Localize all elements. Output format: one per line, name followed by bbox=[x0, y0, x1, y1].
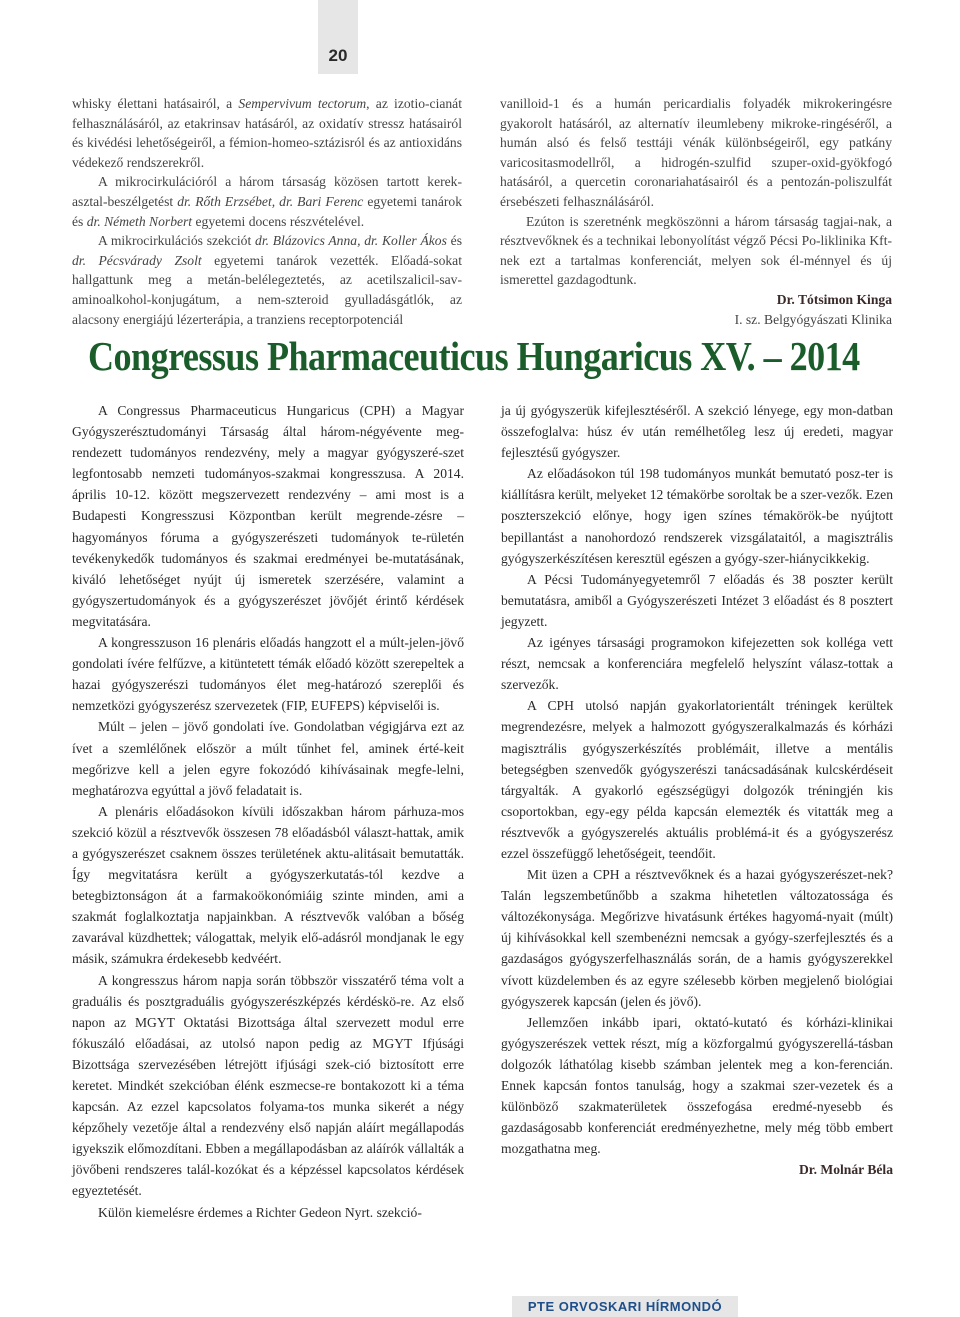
paragraph: Ezúton is szeretnénk megköszönni a három társaság tagjai-nak, a résztvevőknek és a technikai lebonyolítást végző Pécsi Po-liklinika Kft-nek ezt a tartalmas konferenciát, melyen sok él-ménnyel és új ismerettel gazdagodtunk. bbox=[500, 213, 892, 288]
author-signature: Dr. Tótsimon Kinga bbox=[776, 291, 892, 307]
author-institution: I. sz. Belgyógyászati Klinika bbox=[734, 311, 892, 327]
page-number: 20 bbox=[328, 46, 348, 65]
paragraph: A mikrocirkulációs szekciót dr. Blázovics Anna, dr. Koller Ákos és dr. Pécsvárady Zsolt egyetemi tanárok vezették. Előadá-sokat hallgattunk meg a metán-belélegeztetés, az acetilszalicil-sav-aminoalkohol-konjugátum, a nem-szteroid gyulladásgátlók, az alacsony energiájú lézerterápia, a tranziens receptorpotenciál bbox=[72, 233, 462, 327]
paragraph: Mit üzen a CPH a résztvevőknek és a hazai gyógyszerészet-nek? Talán legszembetűnőbb a szakma hihetetlen változatossága és változékonysága. Megőrizve hivatásunk értékes hagyomá-nyait (múlt) új kihívásokkal kell szembenézni nemcsak a gyógy-szerfejlesztés és a gazdaságos gyógyszerfelhasználás során, de a hamis gyógyszerekkel vívott küzdelemben és az egyre szélesebb körben megjelenő biológiai gyógyszerek kapcsán (jelen és jövő). bbox=[501, 867, 893, 1009]
top-left-column bbox=[72, 94, 462, 329]
paragraph: whisky élettani hatásairól, a Sempervivum tectorum, az izotio-cianát felhasználásáról, az etakrinsav hatásáról, az oxidatív stressz hatásairól és kivédési lehetőségeiről, a fémion-homeo-sztázisról és az antioxidáns védekező rendszerekről. bbox=[72, 96, 462, 170]
paragraph: vanilloid-1 és a humán pericardialis folyadék mikrokeringésre gyakorolt hatásáról, az alternatív ileumlebeny mikroke-ringéséről, a humán alsó és felső testtáji vénák különbségeiről, egy patkány varicositasmodellről, a hidrogén-szulfid szuper-oxid-gyökfogó hatásáról, a quercetin coronariahatásairól és a pentozán-poliszulfát érsebészeti felhasználásáról. bbox=[500, 96, 892, 209]
page-number-tab bbox=[318, 0, 358, 74]
article-headline: Congressus Pharmaceuticus Hungaricus XV. – 2014 bbox=[88, 333, 860, 379]
paragraph: Az előadásokon túl 198 tudományos munkát bemutató posz-ter is kiállításra került, melyeket 12 témakörbe soroltak be a szer-vezők. Ezen poszterszekció előnye, hogy igen színes témakörök-be nyújtott bepillantást a nanohordozó rendszerek vizsgálataitól, a magisztrális gyógyszerkészítésen keresztül egészen a gyógy-szer-hiánycikkekig. bbox=[501, 466, 893, 566]
author-signature: Dr. Molnár Béla bbox=[798, 1162, 893, 1178]
paragraph: A mikrocirkulációról a három társaság közösen tartott kerek-asztal-beszélgetést dr. Rőth Erzsébet, dr. Bari Ferenc egyetemi tanárok és dr. Németh Norbert egyetemi docens részvételével. bbox=[72, 174, 462, 229]
paragraph: Múlt – jelen – jövő gondolati íve. Gondolatban végigjárva ezt az ívet a szemlélőnek először a múlt tűnhet fel, aminek érté-keit megőrizve kell a jelen egyre fokozódó kihívásainak megfe-lelni, meghatározva egyúttal a jövő feladatait is. bbox=[72, 719, 464, 798]
footer-banner bbox=[512, 1296, 738, 1317]
paragraph: Jellemzően inkább ipari, oktató-kutató és kórházi-klinikai gyógyszerészek vettek részt, míg a közforgalmú gyógyszerellá-tásban dolgozók láthatólag kisebb számban jelentek meg a kon-ferencián. Ennek kapcsán fontos tanulság, hogy a szakmai szer-vezetek és a különböző szakmaterületek összefogása eredmé-nyesebb és gazdaságosabb konferenciát eredményezhetne, mely még több embert mozgathatna meg. bbox=[501, 1014, 893, 1157]
paragraph: A plenáris előadásokon kívüli időszakban három párhuza-mos szekció közül a résztvevők összesen 78 előadásból választ-hattak, amik a gyógyszerészet csaknem összes területének aktu-alitásait bemutatták. Így megvitatásra került a gyógyszerkutatás-tól kezdve a betegbiztonságon át a farmakoökonómiáig szinte minden, ami a szakmát foglalkoztatja napjainkban. A résztvevők valóban a bőség zavarával küzdhettek; válogattak, melyik elő-adásról mondjanak le egy másik, számukra érdekesebb kedvéért. bbox=[72, 803, 464, 967]
paragraph: Az igényes társasági programokon kifejezetten sok kolléga vett részt, nemcsak a konferenciára megfelelő helyszínt válasz-tottak a szervezők. bbox=[501, 635, 893, 693]
paragraph: Külön kiemelésre érdemes a Richter Gedeon Nyrt. szekció- bbox=[98, 1204, 422, 1220]
main-left-column bbox=[72, 400, 464, 1223]
paragraph: A kongresszuson 16 plenáris előadás hangzott el a múlt-jelen-jövő gondolati ívére felfűzve, a kitüntetett témák előadó között szerepeltek a hazai gyógyszerészi tudományos élet meg-határozó szereplői és nemzetközi gyógyszerész szervezetek (FIP, EUFEPS) képviselői is. bbox=[72, 635, 464, 714]
paragraph: A CPH utolsó napján gyakorlatorientált tréningek kerültek megrendezésre, melyek a halmozott gyógyszeralkalmazás és kórházi magisztrális gyógyszerkészítés problémáit, illetve a mentális betegségben szenvedők gyógyszerészi tanácsadásának kulcskérdéseit tárgyalták. A gyakorló egészségügyi dolgozók tréningjén kis csoportokban, egy-egy példa kapcsán elemezték és vitatták meg a résztvevők a gyógyszerelés aktuális problémá-it és a gyógyszerész ezzel összefüggő lehetőségeit, teendőit. bbox=[501, 698, 893, 861]
paragraph: ja új gyógyszerük kifejlesztéséről. A szekció lényege, egy mon-datban összefoglalva: húsz év után remélhetőleg lesz új eredeti, magyar fejlesztésű gyógyszer. bbox=[501, 403, 893, 461]
publication-name: PTE ORVOSKARI HÍRMONDÓ bbox=[527, 1299, 723, 1314]
top-right-column bbox=[500, 94, 892, 329]
paragraph: A kongresszus három napja során többször visszatérő téma volt a graduális és posztgraduális gyógyszerészképzés kérdéskö-re. Az első napon az MGYT Oktatási Bizottsága által szervezett modul erre fókuszáló előadásai, az utolsó napon pedig az MGYT Ifjúsági Bizottsága szervezésében létrejött ifjúsági szek-ció biztosított erre keretet. Mindkét szekcióban élénk eszmecse-re bontakozott ki a téma kapcsán. Az ezzel kapcsolatos folyama-tos munka sikerét a négy képzőhely vezetője által a rendezvény első napján aláírt megállapodás igyekszik előmozdítani. Ebben a megállapodásban az aláírók vállalták a jövőbeni rendszeres talál-kozókat és a képzéssel kapcsolatos kérdések egyeztetését. bbox=[72, 972, 464, 1199]
paragraph: A Pécsi Tudományegyetemről 7 előadás és 38 poszter került bemutatásra, amiből a Gyógyszerészeti Intézet 3 előadást és 8 posztert jegyzett. bbox=[501, 571, 893, 629]
main-right-column bbox=[501, 400, 893, 1180]
paragraph: A Congressus Pharmaceuticus Hungaricus (CPH) a Magyar Gyógyszerésztudományi Társaság által három-négyévente meg-rendezett tudományos rendezvény, mely a magyar gyógyszeré-szet legfontosabb nemzeti tudományos-szakmai kongresszusa. A 2014. április 10-12. között megszervezett rendezvény – ami most is a Budapesti Kongresszusi Központban került megrende-zésre – hagyományos fóruma a gyógyszerészeti tudományok te-rületén tevékenykedők tudományos és szakmai eredményei be-mutatásának, kiváló lehetőséget nyújt új ismeretek szerzésére, valamint a gyógyszertudományok és a gyógyszerészet jövőjét érintő kérdések megvitatására. bbox=[72, 403, 464, 629]
